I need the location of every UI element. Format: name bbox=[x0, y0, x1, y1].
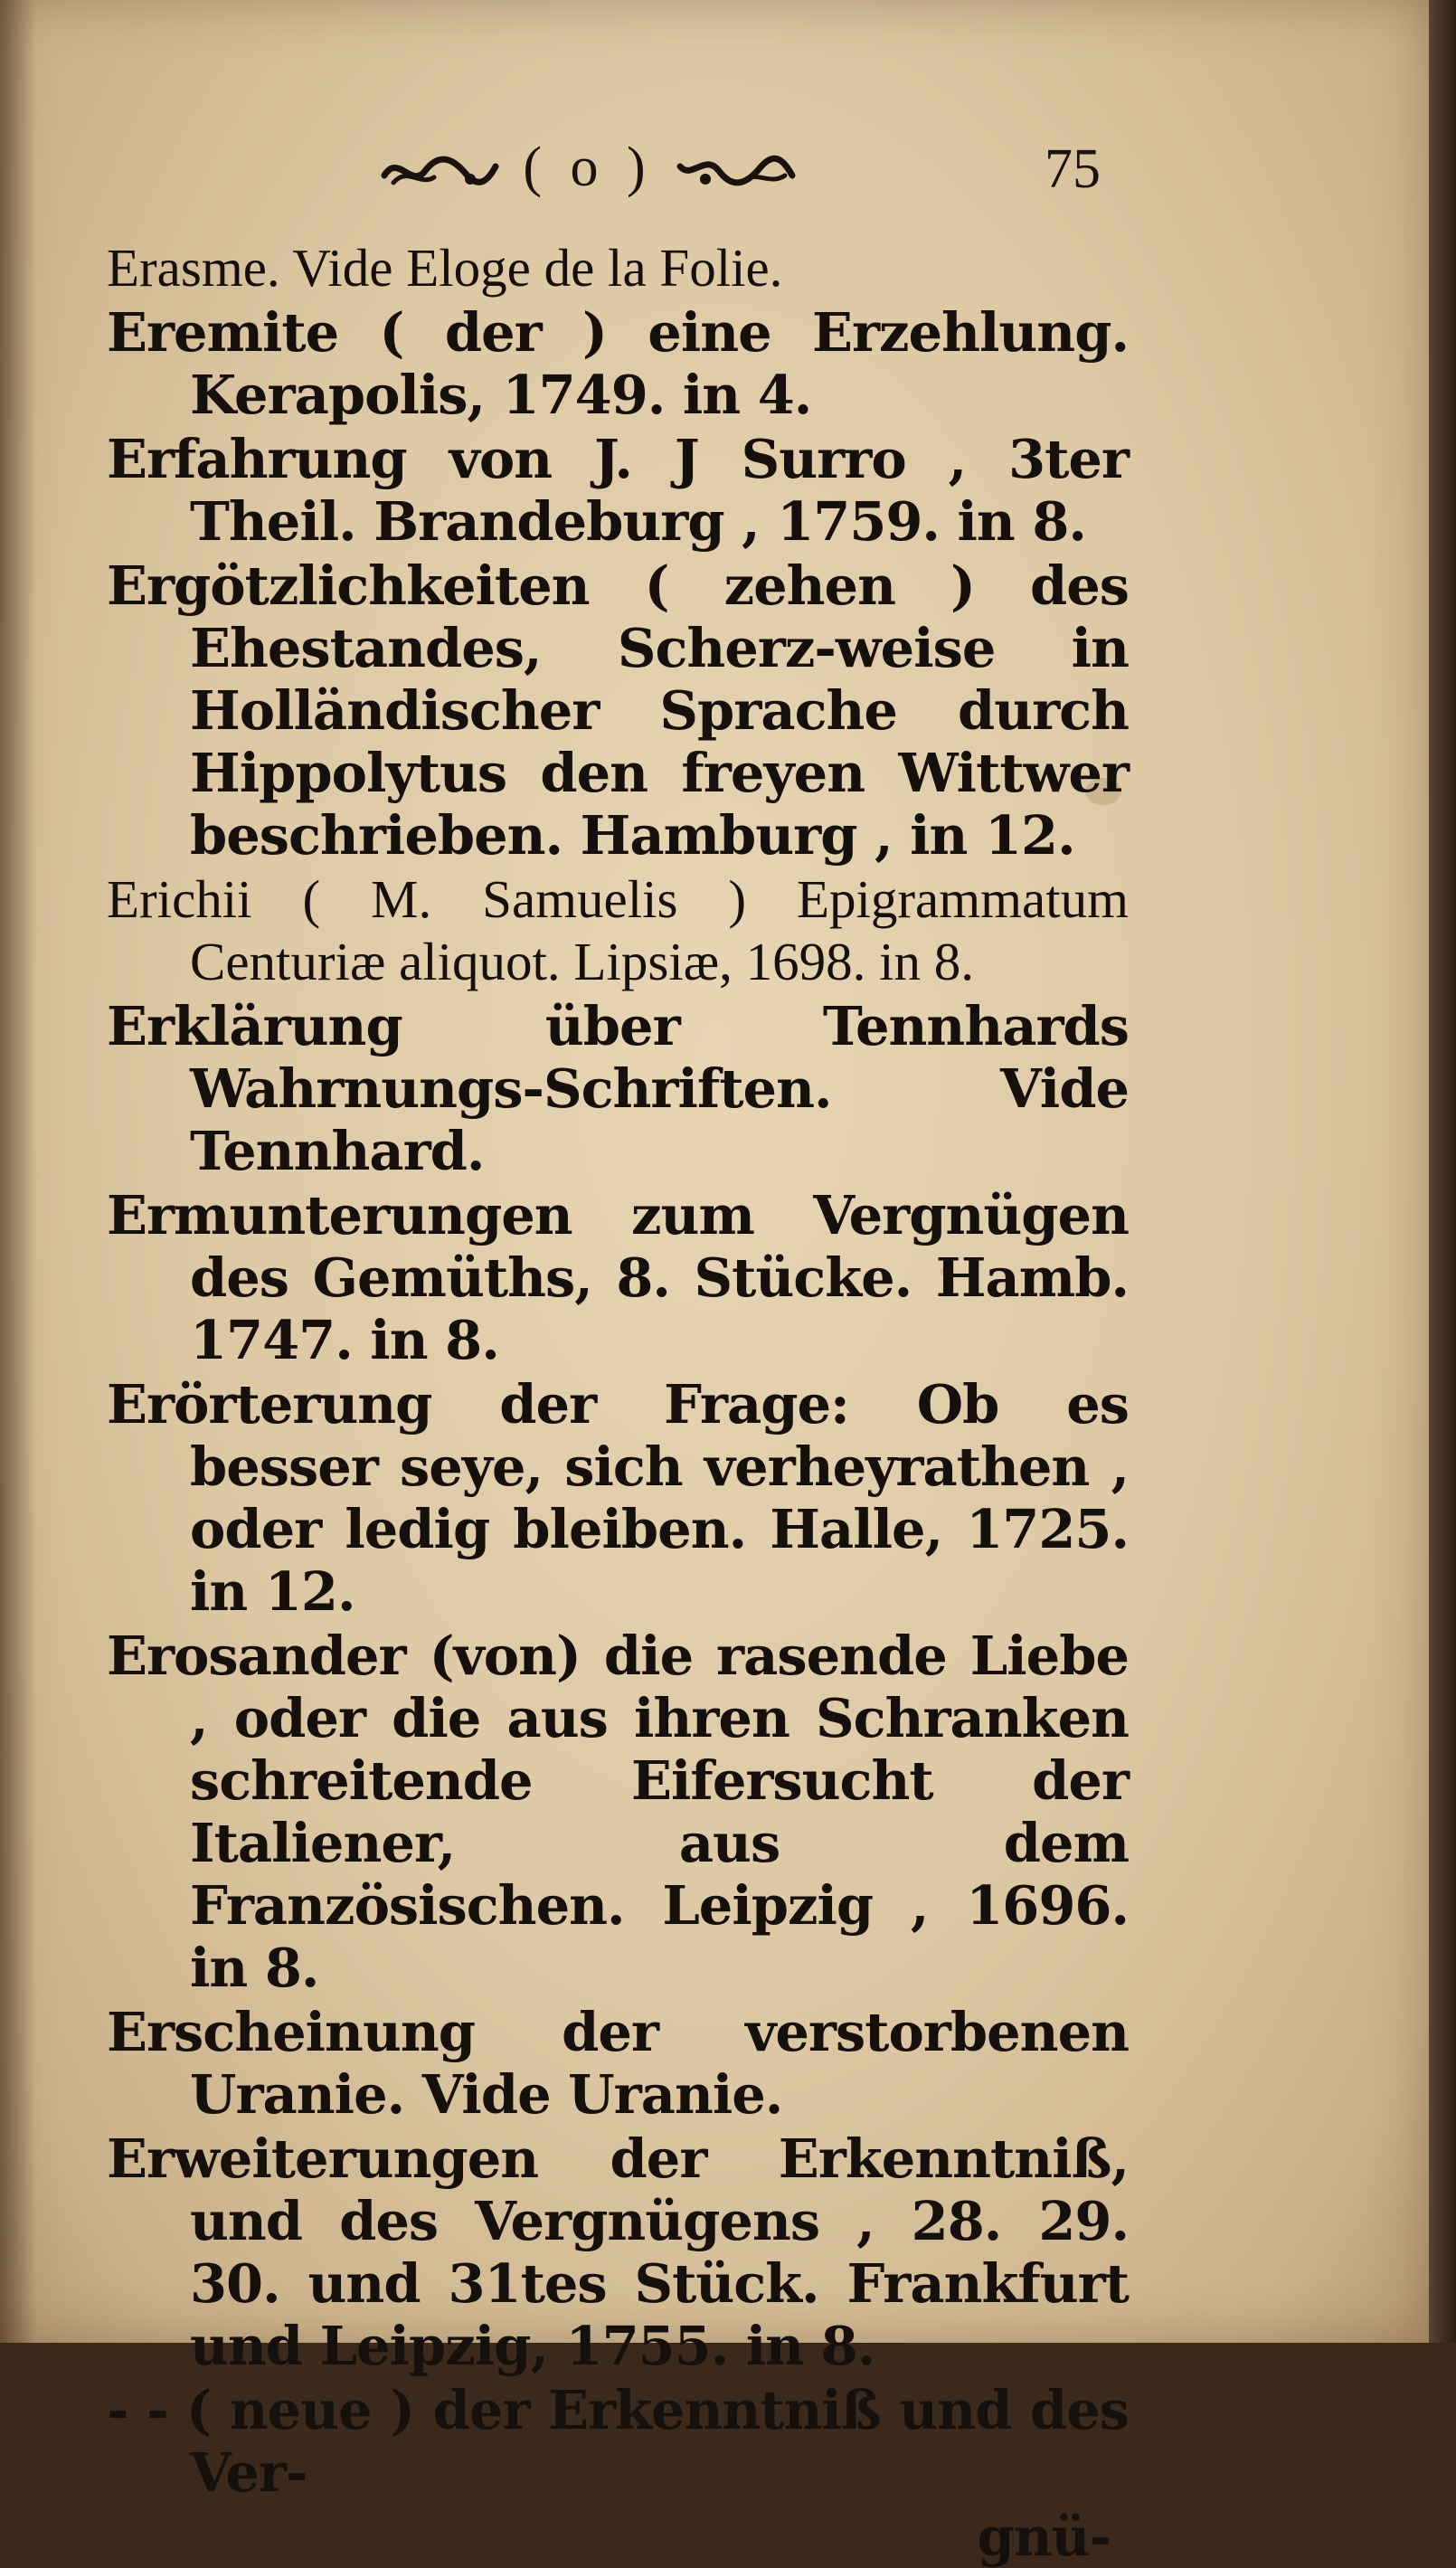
header-mark: ( o ) bbox=[523, 137, 653, 198]
list-item: Erichii ( M. Samuelis ) Epigrammatum Centuriæ aliquot. Lipsiæ, 1698. in 8. bbox=[107, 869, 1129, 991]
spine-shadow bbox=[0, 0, 36, 2343]
list-item: Ergötzlichkeiten ( zehen ) des Ehestandes, Scherz-weise in Holländischer Sprache durch Hippolytus den freyen Wittwer beschrieben. Hamburg , in 12. bbox=[107, 554, 1129, 867]
left-ornament-icon bbox=[380, 148, 497, 194]
list-item: Erosander (von) die rasende Liebe , oder die aus ihren Schranken schreitende Eifersucht der Italiener, aus dem Französischen. Leipzig , 1696. in 8. bbox=[107, 1625, 1129, 1999]
list-item: Erscheinung der verstorbenen Uranie. Vide Uranie. bbox=[107, 2001, 1129, 2126]
list-item: Erfahrung von J. J Surro , 3ter Theil. Brandeburg , 1759. in 8. bbox=[107, 428, 1129, 553]
list-item: Eremite ( der ) eine Erzehlung. Kerapolis, 1749. in 4. bbox=[107, 301, 1129, 426]
list-item: Ermunterungen zum Vergnügen des Gemüths, 8. Stücke. Hamb. 1747. in 8. bbox=[107, 1184, 1129, 1371]
list-item: Erweiterungen der Erkenntniß, und des Vergnügens , 28. 29. 30. und 31tes Stück. Frankfurt und Leipzig, 1755. in 8. bbox=[107, 2127, 1129, 2377]
list-item: - - ( neue ) der Erkenntniß und des Ver- bbox=[107, 2379, 1129, 2504]
list-item: Erklärung über Tennhards Wahrnungs-Schriften. Vide Tennhard. bbox=[107, 995, 1129, 1182]
entry-list bbox=[107, 237, 1129, 2568]
catchword: gnü- bbox=[977, 2506, 1111, 2568]
page-header bbox=[380, 136, 1121, 217]
list-item: Erörterung der Frage: Ob es besser seye, sich verheyrathen , oder ledig bleiben. Halle, 1725. in 12. bbox=[107, 1373, 1129, 1623]
right-ornament-icon bbox=[678, 148, 796, 194]
page-number: 75 bbox=[1045, 138, 1101, 200]
book-edge bbox=[1429, 0, 1456, 2343]
list-item: Erasme. Vide Eloge de la Folie. bbox=[107, 238, 783, 298]
